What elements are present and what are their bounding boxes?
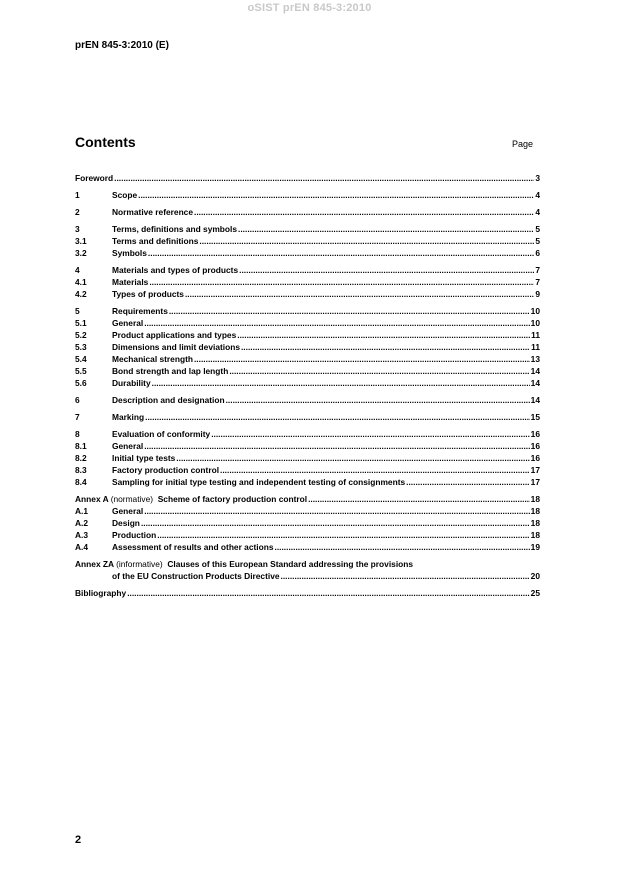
toc-page: 14 (530, 378, 540, 388)
toc-entry-bibliography[interactable] (75, 587, 540, 599)
toc-page: 25 (530, 588, 540, 598)
toc-entry[interactable] (75, 505, 540, 517)
toc-title: Materials and types of products (112, 265, 239, 275)
toc-page: 11 (531, 342, 540, 352)
toc-title-line2: of the EU Construction Products Directive (112, 571, 280, 581)
toc-entry[interactable] (75, 476, 540, 488)
toc-number: 7 (75, 412, 80, 422)
toc-title: General (112, 506, 144, 516)
toc-page: 17 (530, 465, 540, 475)
toc-entry[interactable] (75, 517, 540, 529)
toc-title: Clauses of this European Standard addressing the provisions (167, 559, 414, 569)
toc-entry-annex-a[interactable] (75, 493, 540, 505)
toc-entry-annex-za[interactable] (75, 558, 540, 570)
toc-number: 8.4 (75, 477, 87, 487)
toc-number: A.1 (75, 506, 89, 516)
toc-page: 11 (531, 330, 540, 340)
toc-page: 14 (530, 366, 540, 376)
toc-title: Product applications and types (112, 330, 237, 340)
toc-number: A.2 (75, 518, 89, 528)
toc-entry[interactable] (75, 341, 540, 353)
toc-page: 16 (530, 453, 540, 463)
document-id: prEN 845-3:2010 (E) (75, 40, 169, 51)
toc-entry[interactable] (75, 264, 540, 276)
toc-number: 5.3 (75, 342, 87, 352)
toc-page: 18 (530, 518, 540, 528)
toc-number: A.4 (75, 542, 89, 552)
toc-number: 5.1 (75, 318, 87, 328)
page-number: 2 (75, 834, 82, 846)
toc-page: 18 (530, 530, 540, 540)
toc-page: 17 (530, 477, 540, 487)
toc-number: 8.1 (75, 441, 87, 451)
toc-page: 16 (530, 429, 540, 439)
toc-entry[interactable] (75, 235, 540, 247)
toc-entry-annex-za-continued[interactable] (75, 570, 540, 582)
toc-title: Design (112, 518, 140, 528)
toc-title: Terms and definitions (112, 236, 199, 246)
toc-page: 19 (530, 542, 540, 552)
toc-entry[interactable] (75, 541, 540, 553)
toc-title: General (112, 318, 144, 328)
toc-page: 4 (535, 190, 540, 200)
toc-number: 3.2 (75, 248, 87, 258)
toc-number: 5 (75, 306, 80, 316)
toc-title: Bond strength and lap length (112, 366, 229, 376)
toc-entry[interactable] (75, 353, 540, 365)
table-of-contents (75, 172, 540, 599)
toc-number: 8 (75, 429, 80, 439)
toc-title: Production (112, 530, 157, 540)
toc-entry[interactable] (75, 247, 540, 259)
toc-title: Assessment of results and other actions (112, 542, 274, 552)
toc-entry[interactable] (75, 317, 540, 329)
toc-entry[interactable] (75, 206, 540, 218)
toc-page: 10 (530, 318, 540, 328)
toc-page: 5 (535, 236, 540, 246)
contents-title: Contents (75, 134, 136, 150)
toc-annex-qualifier: (informative) (116, 559, 163, 569)
toc-title: Durability (112, 378, 151, 388)
toc-number: 2 (75, 207, 80, 217)
toc-entry[interactable] (75, 464, 540, 476)
toc-page: 7 (535, 277, 540, 287)
toc-entry[interactable] (75, 452, 540, 464)
toc-page: 3 (535, 173, 540, 183)
toc-title: Description and designation (112, 395, 225, 405)
toc-page: 16 (530, 441, 540, 451)
toc-number: 1 (75, 190, 80, 200)
toc-title: Symbols (112, 248, 147, 258)
toc-number: 4 (75, 265, 80, 275)
toc-entry[interactable] (75, 529, 540, 541)
toc-annex-label: Annex A (75, 494, 109, 504)
toc-title: Foreword (75, 173, 114, 183)
toc-title: Scheme of factory production control (157, 494, 308, 504)
toc-page: 15 (530, 412, 540, 422)
toc-page: 20 (530, 571, 540, 581)
toc-title: Initial type tests (112, 453, 176, 463)
toc-title: Materials (112, 277, 149, 287)
toc-title: Normative reference (112, 207, 193, 217)
toc-page: 4 (535, 207, 540, 217)
toc-number: 3.1 (75, 236, 87, 246)
toc-page: 18 (530, 506, 540, 516)
toc-number: 6 (75, 395, 80, 405)
toc-number: 5.5 (75, 366, 87, 376)
toc-entry[interactable] (75, 189, 540, 201)
toc-number: 3 (75, 224, 80, 234)
toc-number: A.3 (75, 530, 89, 540)
toc-title: Dimensions and limit deviations (112, 342, 240, 352)
toc-entry-foreword[interactable] (75, 172, 540, 184)
toc-annex-label: Annex ZA (75, 559, 114, 569)
toc-annex-qualifier: (normative) (110, 494, 154, 504)
toc-entry[interactable] (75, 411, 540, 423)
toc-title: Sampling for initial type testing and independent testing of consignments (112, 477, 406, 487)
toc-entry[interactable] (75, 440, 540, 452)
toc-title: Evaluation of conformity (112, 429, 211, 439)
toc-number: 4.2 (75, 289, 87, 299)
toc-title: Types of products (112, 289, 184, 299)
toc-title: Marking (112, 412, 145, 422)
toc-number: 8.2 (75, 453, 87, 463)
toc-page: 13 (530, 354, 540, 364)
toc-title: Terms, definitions and symbols (112, 224, 238, 234)
toc-page: 7 (535, 265, 540, 275)
toc-title: General (112, 441, 144, 451)
toc-page: 6 (535, 248, 540, 258)
toc-title: Requirements (112, 306, 168, 316)
toc-title: Bibliography (75, 588, 127, 598)
toc-entry[interactable] (75, 394, 540, 406)
toc-page: 10 (530, 306, 540, 316)
toc-number: 5.4 (75, 354, 87, 364)
toc-title: Mechanical strength (112, 354, 193, 364)
toc-entry[interactable] (75, 223, 540, 235)
toc-number: 5.6 (75, 378, 87, 388)
toc-number: 5.2 (75, 330, 87, 340)
toc-page: 18 (530, 494, 540, 504)
toc-entry[interactable] (75, 428, 540, 440)
toc-number: 8.3 (75, 465, 87, 475)
toc-entry[interactable] (75, 305, 540, 317)
watermark: oSIST prEN 845-3:2010 (247, 2, 372, 14)
toc-entry[interactable] (75, 365, 540, 377)
toc-page: 5 (535, 224, 540, 234)
page-column-label: Page (512, 139, 534, 149)
toc-page: 9 (535, 289, 540, 299)
toc-entry[interactable] (75, 377, 540, 389)
toc-page: 14 (530, 395, 540, 405)
toc-entry[interactable] (75, 276, 540, 288)
toc-title: Factory production control (112, 465, 220, 475)
toc-number: 4.1 (75, 277, 87, 287)
toc-entry[interactable] (75, 329, 540, 341)
toc-title: Scope (112, 190, 138, 200)
toc-entry[interactable] (75, 288, 540, 300)
